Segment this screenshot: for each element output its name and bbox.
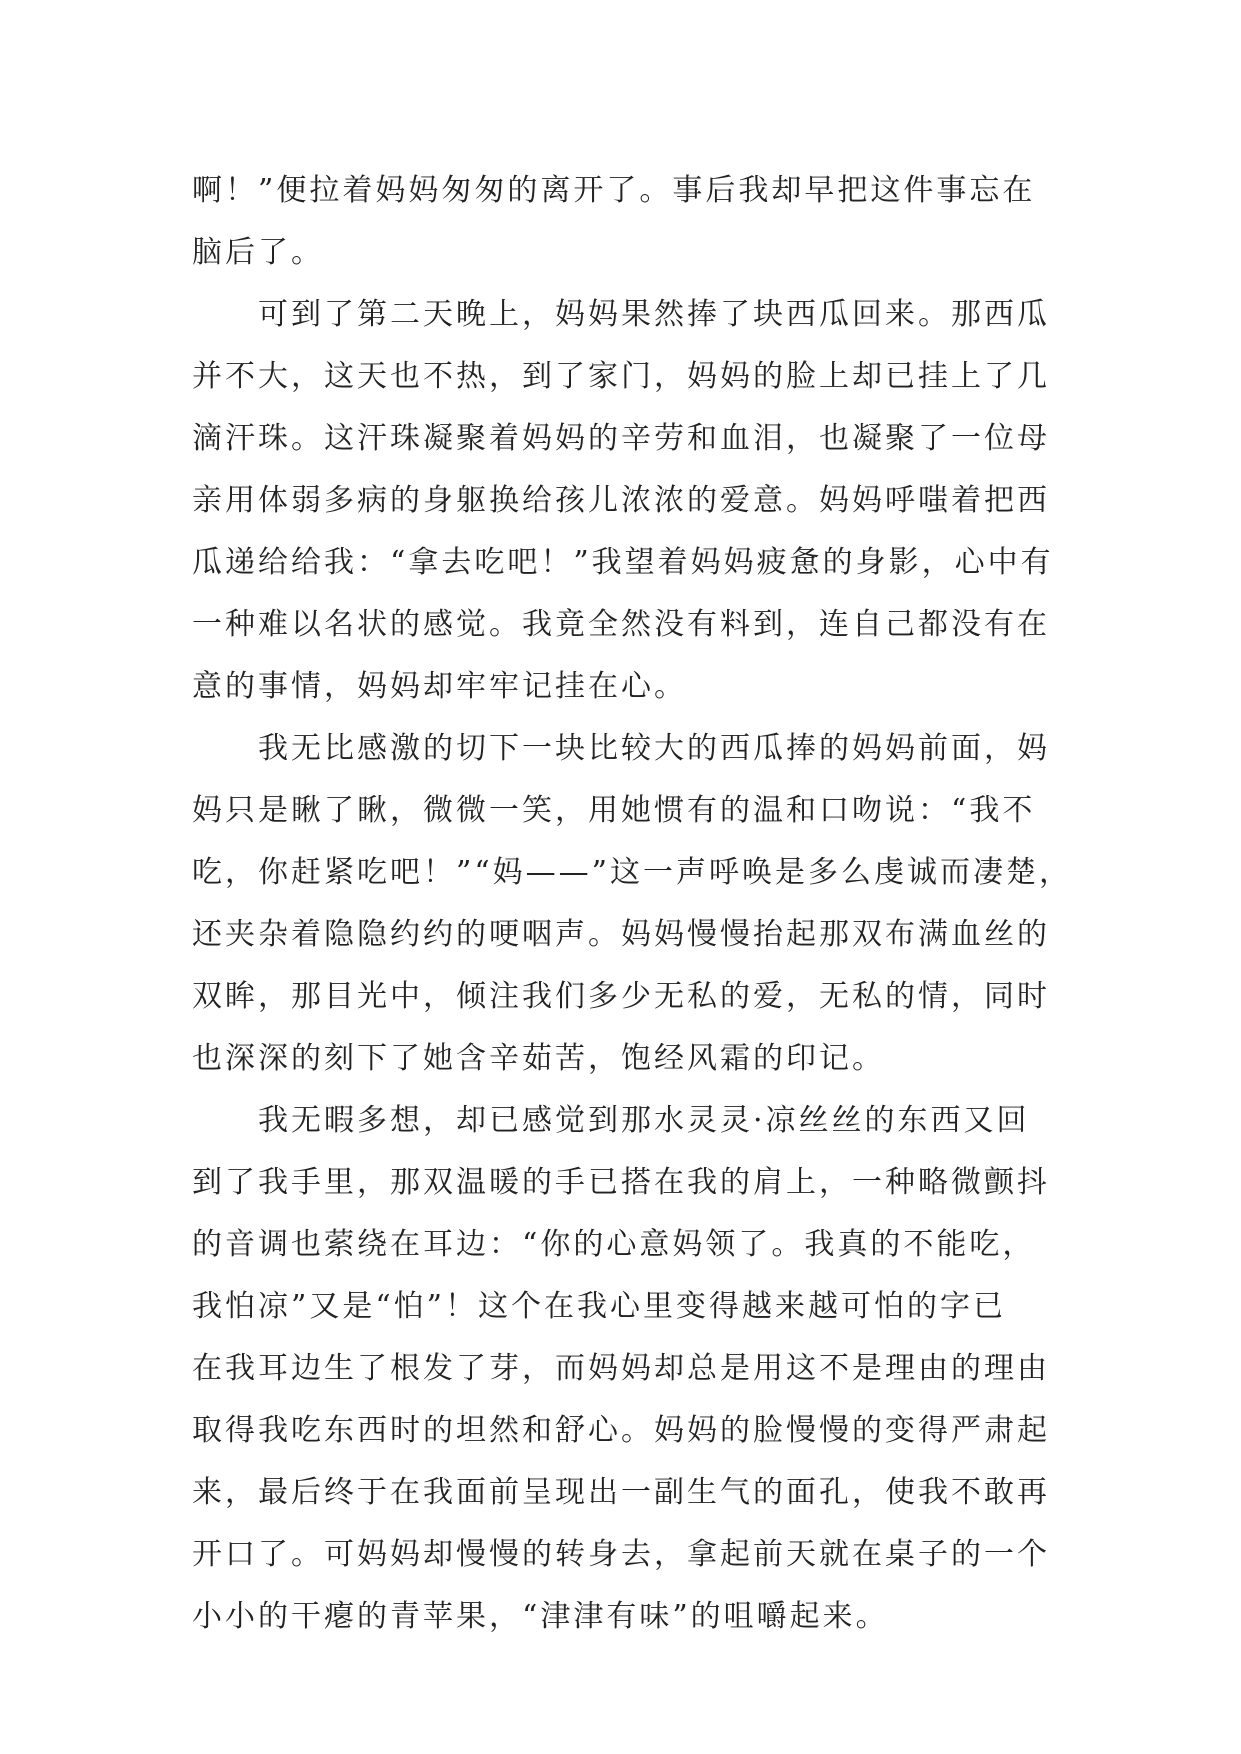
paragraph-line: 我无比感激的切下一块比较大的西瓜捧的妈妈前面，妈 (258, 731, 1050, 766)
paragraph-line: 脑后了。 (192, 235, 324, 270)
paragraph-line: 妈只是瞅了瞅，微微一笑，用她惯有的温和口吻说：“我不 (192, 793, 1036, 828)
paragraph-line: 双眸，那目光中，倾注我们多少无私的爱，无私的情，同时 (192, 979, 1050, 1014)
paragraph-line: 到了我手里，那双温暖的手已搭在我的肩上，一种略微颤抖 (192, 1165, 1050, 1200)
paragraph-line: 啊！”便拉着妈妈匆匆的离开了。事后我却早把这件事忘在 (192, 173, 1036, 208)
paragraph-line: 还夹杂着隐隐约约的哽咽声。妈妈慢慢抬起那双布满血丝的 (192, 917, 1050, 952)
paragraph-line: 我怕凉”又是“怕”！这个在我心里变得越来越可怕的字已 (192, 1289, 1007, 1324)
paragraph-line: 瓜递给给我：“拿去吃吧！”我望着妈妈疲惫的身影，心中有 (192, 545, 1054, 580)
paragraph-line: 在我耳边生了根发了芽，而妈妈却总是用这不是理由的理由 (192, 1351, 1050, 1386)
paragraph-line: 也深深的刻下了她含辛茹苦，饱经风霜的印记。 (192, 1041, 885, 1076)
paragraph-line: 并不大，这天也不热，到了家门，妈妈的脸上却已挂上了几 (192, 359, 1050, 394)
document-body (192, 160, 1073, 1648)
paragraph-1 (192, 160, 1052, 284)
paragraph-line: 吃，你赶紧吃吧！”“妈——”这一声呼唤是多么虔诚而凄楚， (192, 855, 1073, 890)
paragraph-line: 取得我吃东西时的坦然和舒心。妈妈的脸慢慢的变得严肃起 (192, 1413, 1050, 1448)
paragraph-line: 意的事情，妈妈却牢牢记挂在心。 (192, 669, 687, 704)
paragraph-line: 的音调也萦绕在耳边：“你的心意妈领了。我真的不能吃， (192, 1227, 1036, 1262)
paragraph-line: 一种难以名状的感觉。我竟全然没有料到，连自己都没有在 (192, 607, 1050, 642)
paragraph-3 (192, 718, 1073, 1090)
paragraph-line: 可到了第二天晚上，妈妈果然捧了块西瓜回来。那西瓜 (258, 297, 1050, 332)
paragraph-2 (192, 284, 1052, 718)
paragraph-line: 我无暇多想，却已感觉到那水灵灵·凉丝丝的东西又回 (258, 1103, 1030, 1138)
paragraph-line: 滴汗珠。这汗珠凝聚着妈妈的辛劳和血泪，也凝聚了一位母 (192, 421, 1050, 456)
paragraph-line: 来，最后终于在我面前呈现出一副生气的面孔，使我不敢再 (192, 1475, 1050, 1510)
paragraph-line: 亲用体弱多病的身躯换给孩儿浓浓的爱意。妈妈呼嗤着把西 (192, 483, 1050, 518)
paragraph-4 (192, 1090, 1052, 1648)
paragraph-line: 小小的干瘪的青苹果，“津津有味”的咀嚼起来。 (192, 1599, 889, 1634)
paragraph-line: 开口了。可妈妈却慢慢的转身去，拿起前天就在桌子的一个 (192, 1537, 1050, 1572)
